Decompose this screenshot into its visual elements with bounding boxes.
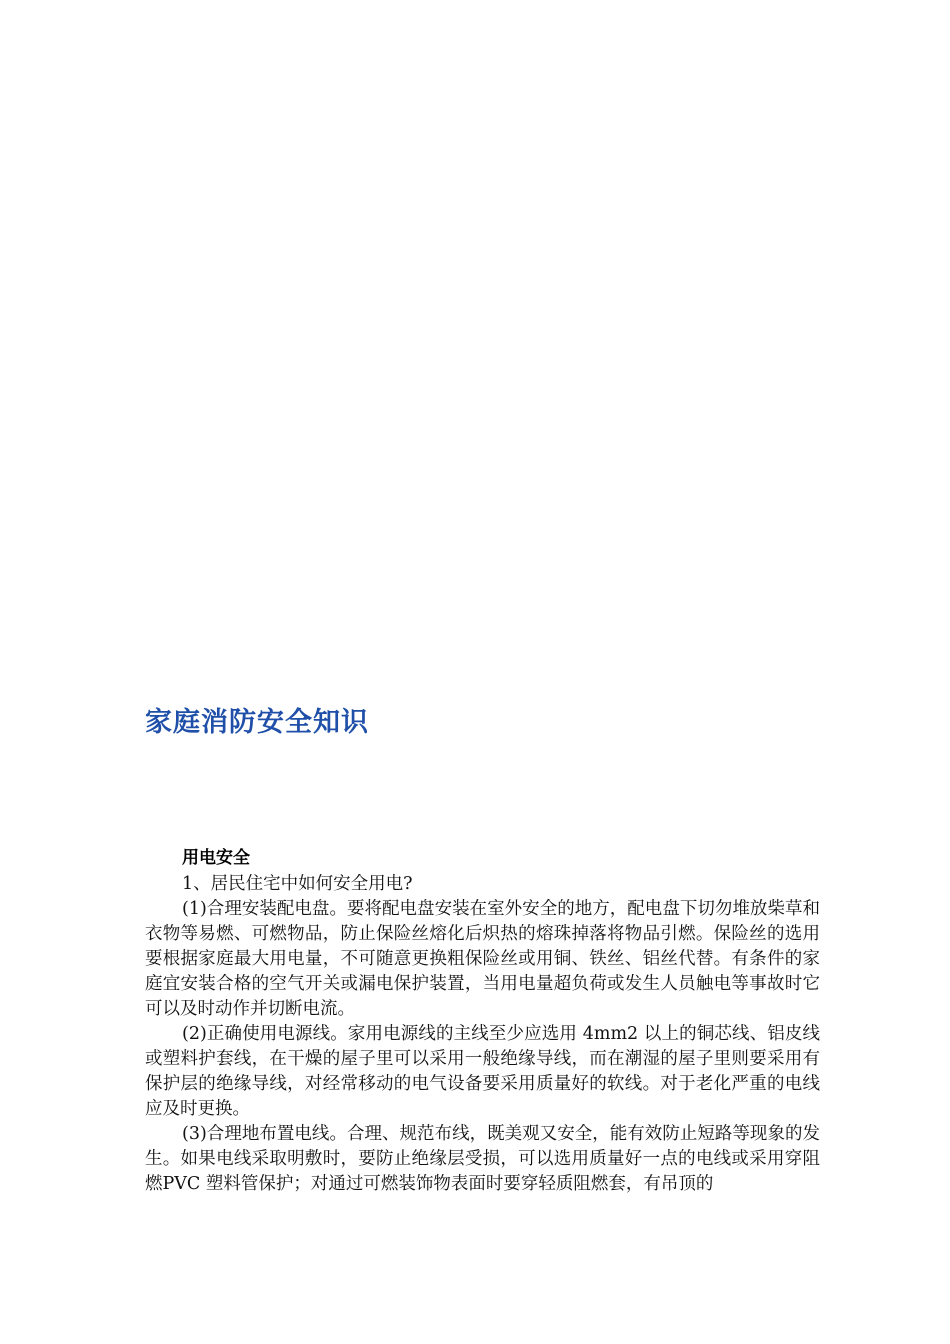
paragraph-1: (1)合理安装配电盘。要将配电盘安装在室外安全的地方，配电盘下切勿堆放柴草和衣物等易燃、可燃物品，防止保险丝熔化后炽热的熔珠掉落将物品引燃。保险丝的选用要根据家庭最大用电量，不可随意更换粗保险丝或用铜、铁丝、铝丝代替。有条件的家庭宜安装合格的空气开关或漏电保护装置，当用电量超负荷或发生人员触电等事故时它可以及时动作并切断电流。: [145, 899, 820, 1019]
document-title: 家庭消防安全知识: [145, 707, 369, 738]
section-heading: 用电安全: [182, 848, 250, 868]
question-line: 1、居民住宅中如何安全用电?: [182, 874, 413, 894]
paragraph-2: (2)正确使用电源线。家用电源线的主线至少应选用 4mm2 以上的铜芯线、铝皮线或塑料护套线，在干燥的屋子里可以采用一般绝缘导线，而在潮湿的屋子里则要采用有保护层的绝缘导线，对经常移动的电气设备要采用质量好的软线。对于老化严重的电线应及时更换。: [145, 1024, 820, 1119]
paragraph-3: (3)合理地布置电线。合理、规范布线，既美观又安全，能有效防止短路等现象的发生。如果电线采取明敷时，要防止绝缘层受损，可以选用质量好一点的电线或采用穿阻燃PVC 塑料管保护；对通过可燃装饰物表面时要穿轻质阻燃套，有吊顶的: [145, 1124, 820, 1194]
document-body: [145, 844, 820, 1197]
